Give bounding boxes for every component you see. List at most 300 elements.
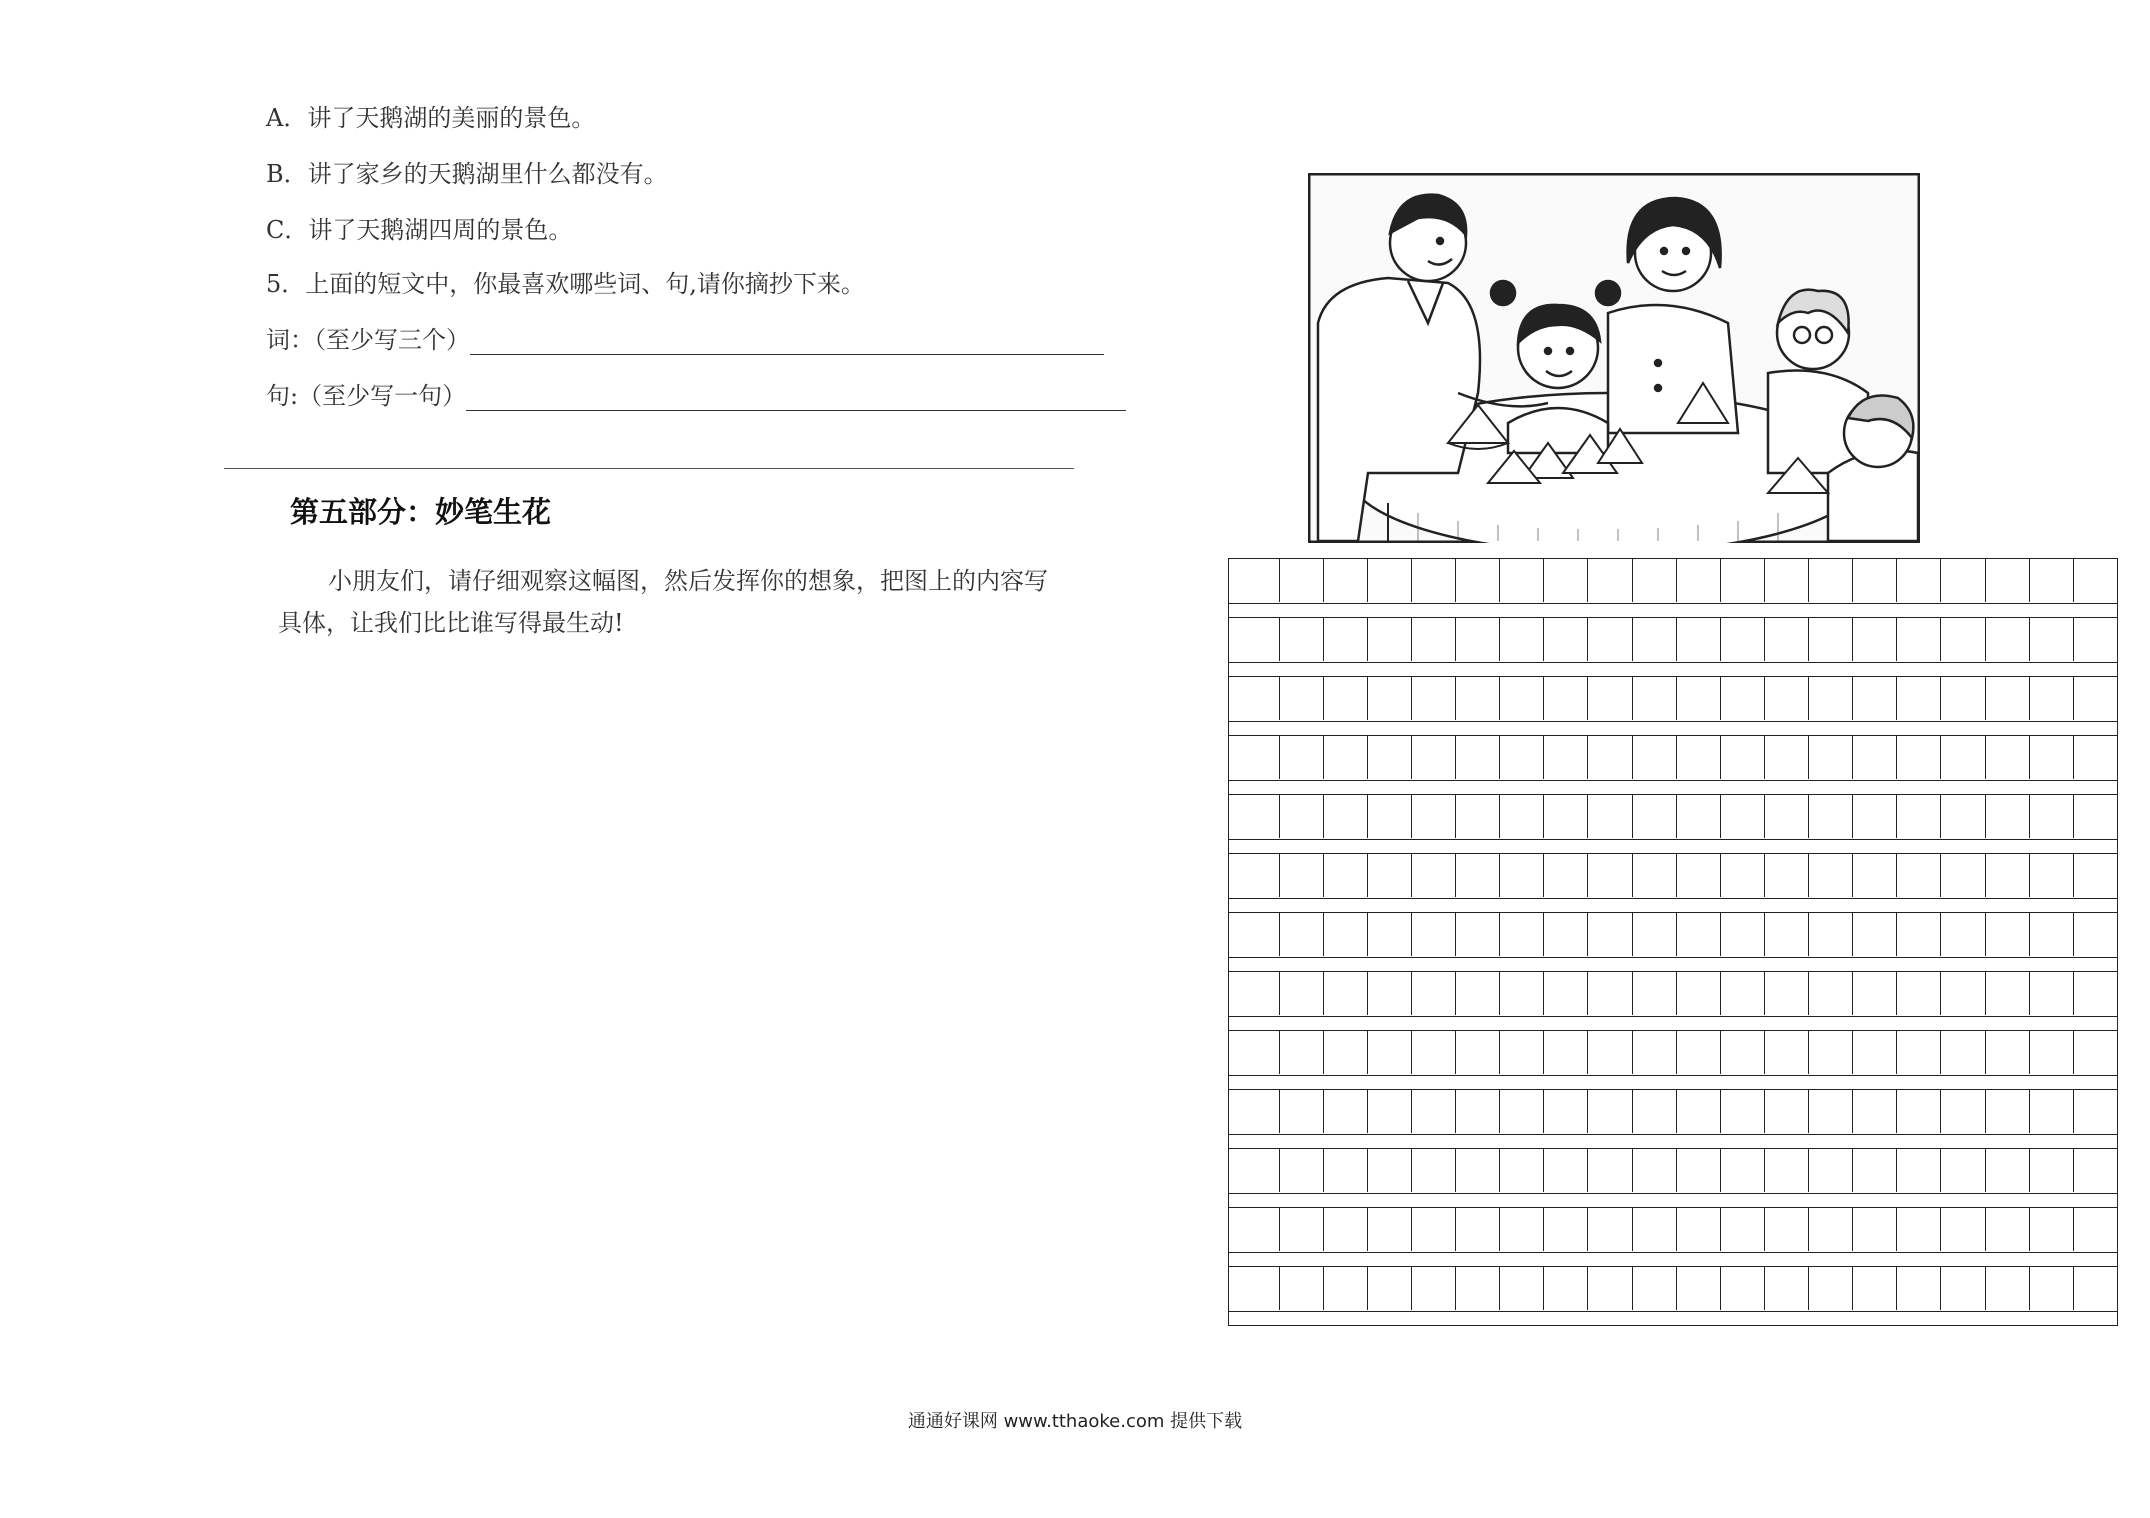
grid-cell[interactable] (2030, 736, 2074, 779)
grid-cell[interactable] (1853, 1090, 1897, 1133)
grid-cell[interactable] (1677, 913, 1721, 956)
grid-cell[interactable] (1721, 677, 1765, 720)
grid-cell[interactable] (1412, 854, 1456, 897)
grid-cell[interactable] (1721, 913, 1765, 956)
grid-cell[interactable] (1368, 1090, 1412, 1133)
grid-bottom-border (1228, 1325, 2118, 1326)
grid-cell[interactable] (1677, 1208, 1721, 1251)
grid-cell[interactable] (1500, 1031, 1544, 1074)
grid-cell[interactable] (1456, 1208, 1500, 1251)
grid-cell[interactable] (1412, 618, 1456, 661)
grid-cell[interactable] (1765, 1090, 1809, 1133)
grid-cell[interactable] (1853, 618, 1897, 661)
grid-cell[interactable] (1941, 1149, 1985, 1192)
grid-cell[interactable] (1633, 972, 1677, 1015)
grid-cell[interactable] (1456, 559, 1500, 602)
grid-cell[interactable] (1765, 1031, 1809, 1074)
grid-cell[interactable] (1897, 1149, 1941, 1192)
grid-cell[interactable] (1500, 1090, 1544, 1133)
grid-cell[interactable] (1368, 1031, 1412, 1074)
grid-cell[interactable] (1765, 854, 1809, 897)
grid-cell[interactable] (1229, 854, 1280, 897)
grid-cell[interactable] (2074, 972, 2117, 1015)
grid-cell[interactable] (1412, 1208, 1456, 1251)
grid-cell[interactable] (1229, 795, 1280, 838)
grid-cell[interactable] (1633, 913, 1677, 956)
grid-cell[interactable] (1853, 913, 1897, 956)
grid-cell[interactable] (1941, 559, 1985, 602)
grid-cell[interactable] (2074, 1031, 2117, 1074)
grid-cell[interactable] (1280, 618, 1324, 661)
grid-cell[interactable] (1941, 736, 1985, 779)
grid-row (1228, 853, 2118, 898)
grid-cell[interactable] (2074, 854, 2117, 897)
grid-cell[interactable] (1809, 913, 1853, 956)
grid-cell[interactable] (1544, 1031, 1588, 1074)
grid-cell[interactable] (1677, 618, 1721, 661)
grid-cell[interactable] (1941, 1267, 1985, 1310)
grid-cell[interactable] (1897, 1090, 1941, 1133)
grid-cell[interactable] (1765, 972, 1809, 1015)
grid-cell[interactable] (1324, 913, 1368, 956)
grid-cell[interactable] (1280, 1031, 1324, 1074)
grid-cell[interactable] (1633, 1149, 1677, 1192)
grid-cell[interactable] (1456, 736, 1500, 779)
grid-cell[interactable] (1765, 618, 1809, 661)
grid-cell[interactable] (1897, 1208, 1941, 1251)
grid-cell[interactable] (1721, 972, 1765, 1015)
grid-cell[interactable] (1677, 559, 1721, 602)
grid-cell[interactable] (1412, 795, 1456, 838)
word-blank[interactable] (470, 328, 1104, 355)
grid-cell[interactable] (1324, 795, 1368, 838)
grid-cell[interactable] (1229, 1208, 1280, 1251)
grid-cell[interactable] (1986, 972, 2030, 1015)
grid-cell[interactable] (1544, 618, 1588, 661)
grid-cell[interactable] (1456, 677, 1500, 720)
grid-cell[interactable] (2030, 677, 2074, 720)
grid-cell[interactable] (1765, 736, 1809, 779)
grid-cell[interactable] (1588, 618, 1632, 661)
grid-cell[interactable] (1809, 677, 1853, 720)
grid-cell[interactable] (1588, 913, 1632, 956)
grid-cell[interactable] (2074, 618, 2117, 661)
grid-cell[interactable] (1897, 854, 1941, 897)
grid-cell[interactable] (1986, 559, 2030, 602)
sentence-blank[interactable] (466, 384, 1126, 411)
grid-cell[interactable] (1809, 618, 1853, 661)
grid-row-gap (1228, 839, 2118, 853)
grid-cell[interactable] (1229, 736, 1280, 779)
grid-cell[interactable] (1677, 795, 1721, 838)
grid-cell[interactable] (1809, 1149, 1853, 1192)
grid-cell[interactable] (1368, 736, 1412, 779)
grid-row (1228, 794, 2118, 839)
grid-cell[interactable] (2030, 913, 2074, 956)
grid-cell[interactable] (1941, 972, 1985, 1015)
grid-cell[interactable] (1412, 1267, 1456, 1310)
option-a: A．讲了天鹅湖的美丽的景色。 (266, 104, 596, 132)
grid-cell[interactable] (2074, 736, 2117, 779)
question-5: 5．上面的短文中，你最喜欢哪些词、句,请你摘抄下来。 (266, 270, 865, 298)
grid-cell[interactable] (1544, 559, 1588, 602)
grid-cell[interactable] (1986, 1208, 2030, 1251)
grid-cell[interactable] (1677, 1149, 1721, 1192)
grid-cell[interactable] (1809, 1031, 1853, 1074)
grid-cell[interactable] (1633, 1090, 1677, 1133)
footer-credit: 通通好课网 www.tthaoke.com 提供下载 (907, 1411, 1243, 1432)
grid-cell[interactable] (1456, 1090, 1500, 1133)
grid-cell[interactable] (1280, 1267, 1324, 1310)
grid-cell[interactable] (1280, 1090, 1324, 1133)
grid-cell[interactable] (1588, 1267, 1632, 1310)
grid-cell[interactable] (1897, 559, 1941, 602)
grid-cell[interactable] (2030, 1267, 2074, 1310)
grid-cell[interactable] (1765, 795, 1809, 838)
grid-cell[interactable] (1986, 618, 2030, 661)
grid-cell[interactable] (1412, 1031, 1456, 1074)
grid-cell[interactable] (1897, 736, 1941, 779)
grid-cell[interactable] (1280, 736, 1324, 779)
grid-cell[interactable] (1280, 913, 1324, 956)
grid-cell[interactable] (2030, 854, 2074, 897)
grid-cell[interactable] (1941, 795, 1985, 838)
sentence-prompt: 句:（至少写一句） (266, 382, 467, 410)
grid-row (1228, 617, 2118, 662)
grid-cell[interactable] (1809, 795, 1853, 838)
grid-cell[interactable] (2074, 1090, 2117, 1133)
grid-cell[interactable] (1280, 1149, 1324, 1192)
grid-cell[interactable] (2074, 1149, 2117, 1192)
grid-cell[interactable] (1229, 1149, 1280, 1192)
grid-cell[interactable] (1368, 677, 1412, 720)
grid-cell[interactable] (1633, 559, 1677, 602)
grid-cell[interactable] (1544, 854, 1588, 897)
grid-cell[interactable] (1368, 1149, 1412, 1192)
instruction-text: 小朋友们，请仔细观察这幅图，然后发挥你的想象，把图上的内容写具体，让我们比比谁写得最生动! (278, 567, 1048, 637)
grid-cell[interactable] (1229, 913, 1280, 956)
grid-cell[interactable] (2030, 1208, 2074, 1251)
grid-row-gap (1228, 780, 2118, 794)
grid-cell[interactable] (1721, 1031, 1765, 1074)
grid-cell[interactable] (2074, 677, 2117, 720)
grid-cell[interactable] (1544, 1267, 1588, 1310)
grid-cell[interactable] (1633, 795, 1677, 838)
grid-cell[interactable] (1324, 1208, 1368, 1251)
grid-row-gap (1228, 1134, 2118, 1148)
grid-cell[interactable] (1765, 1149, 1809, 1192)
grid-cell[interactable] (1721, 618, 1765, 661)
grid-cell[interactable] (1986, 1149, 2030, 1192)
grid-cell[interactable] (1500, 736, 1544, 779)
grid-cell[interactable] (1765, 677, 1809, 720)
grid-cell[interactable] (1280, 854, 1324, 897)
grid-cell[interactable] (1897, 1031, 1941, 1074)
grid-row (1228, 971, 2118, 1016)
grid-row-gap (1228, 721, 2118, 735)
grid-cell[interactable] (1280, 677, 1324, 720)
grid-cell[interactable] (1412, 1149, 1456, 1192)
grid-cell[interactable] (1368, 559, 1412, 602)
grid-cell[interactable] (1941, 913, 1985, 956)
grid-cell[interactable] (1897, 795, 1941, 838)
grid-row-gap (1228, 898, 2118, 912)
grid-cell[interactable] (1544, 913, 1588, 956)
grid-cell[interactable] (1765, 1267, 1809, 1310)
grid-cell[interactable] (1412, 1090, 1456, 1133)
grid-cell[interactable] (2074, 913, 2117, 956)
grid-cell[interactable] (1280, 795, 1324, 838)
grid-row (1228, 1207, 2118, 1252)
grid-cell[interactable] (2030, 1031, 2074, 1074)
grid-cell[interactable] (1986, 1031, 2030, 1074)
grid-cell[interactable] (2030, 1149, 2074, 1192)
grid-cell[interactable] (1941, 1090, 1985, 1133)
grid-cell[interactable] (1456, 913, 1500, 956)
grid-cell[interactable] (2074, 1208, 2117, 1251)
grid-cell[interactable] (1986, 795, 2030, 838)
grid-cell[interactable] (1500, 618, 1544, 661)
grid-cell[interactable] (1721, 795, 1765, 838)
grid-row (1228, 558, 2118, 603)
grid-cell[interactable] (1853, 972, 1897, 1015)
grid-cell[interactable] (1897, 913, 1941, 956)
grid-cell[interactable] (1941, 854, 1985, 897)
grid-cell[interactable] (1456, 1267, 1500, 1310)
option-c: C．讲了天鹅湖四周的景色。 (266, 216, 573, 244)
grid-cell[interactable] (1324, 972, 1368, 1015)
grid-cell[interactable] (1765, 559, 1809, 602)
grid-cell[interactable] (1324, 1090, 1368, 1133)
section-divider (224, 468, 1074, 469)
grid-cell[interactable] (1633, 1267, 1677, 1310)
grid-cell[interactable] (1588, 1090, 1632, 1133)
word-answer-line (266, 320, 1104, 355)
sentence-answer-line (266, 376, 1126, 411)
grid-cell[interactable] (1280, 1208, 1324, 1251)
grid-cell[interactable] (2074, 559, 2117, 602)
grid-cell[interactable] (1986, 854, 2030, 897)
grid-cell[interactable] (1500, 1267, 1544, 1310)
grid-cell[interactable] (1853, 854, 1897, 897)
grid-cell[interactable] (1229, 677, 1280, 720)
grid-cell[interactable] (1853, 1031, 1897, 1074)
grid-cell[interactable] (1853, 795, 1897, 838)
grid-cell[interactable] (2030, 618, 2074, 661)
grid-cell[interactable] (1229, 559, 1280, 602)
grid-row-gap (1228, 1252, 2118, 1266)
grid-cell[interactable] (2074, 1267, 2117, 1310)
grid-cell[interactable] (1721, 736, 1765, 779)
grid-cell[interactable] (1500, 1208, 1544, 1251)
grid-cell[interactable] (1229, 1267, 1280, 1310)
grid-cell[interactable] (1588, 972, 1632, 1015)
grid-cell[interactable] (1324, 677, 1368, 720)
grid-cell[interactable] (1280, 972, 1324, 1015)
grid-cell[interactable] (1544, 1090, 1588, 1133)
grid-cell[interactable] (1809, 736, 1853, 779)
grid-cell[interactable] (1986, 913, 2030, 956)
grid-cell[interactable] (1809, 559, 1853, 602)
grid-cell[interactable] (1500, 677, 1544, 720)
grid-cell[interactable] (1544, 972, 1588, 1015)
section-heading: 第五部分：妙笔生花 (290, 495, 552, 529)
grid-cell[interactable] (1986, 1090, 2030, 1133)
grid-cell[interactable] (1721, 559, 1765, 602)
grid-cell[interactable] (1588, 1031, 1632, 1074)
grid-cell[interactable] (1368, 795, 1412, 838)
grid-cell[interactable] (1677, 1267, 1721, 1310)
grid-cell[interactable] (1368, 1208, 1412, 1251)
grid-cell[interactable] (1412, 677, 1456, 720)
grid-cell[interactable] (1456, 1149, 1500, 1192)
family-eating-watermelon-illustration (1308, 173, 1920, 543)
grid-cell[interactable] (1456, 972, 1500, 1015)
grid-cell[interactable] (1721, 1267, 1765, 1310)
grid-cell[interactable] (1633, 736, 1677, 779)
grid-cell[interactable] (1721, 854, 1765, 897)
grid-cell[interactable] (1412, 736, 1456, 779)
grid-cell[interactable] (1544, 677, 1588, 720)
grid-cell[interactable] (1456, 795, 1500, 838)
grid-cell[interactable] (1853, 1208, 1897, 1251)
grid-row (1228, 1266, 2118, 1311)
grid-cell[interactable] (1986, 1267, 2030, 1310)
grid-cell[interactable] (2030, 559, 2074, 602)
grid-cell[interactable] (1853, 677, 1897, 720)
grid-cell[interactable] (1500, 795, 1544, 838)
word-prompt: 词：（至少写三个） (266, 326, 470, 354)
grid-cell[interactable] (1544, 1208, 1588, 1251)
option-b: B．讲了家乡的天鹅湖里什么都没有。 (266, 160, 668, 188)
grid-cell[interactable] (1809, 972, 1853, 1015)
grid-cell[interactable] (1986, 677, 2030, 720)
grid-cell[interactable] (1368, 913, 1412, 956)
grid-cell[interactable] (1588, 1208, 1632, 1251)
grid-cell[interactable] (1986, 736, 2030, 779)
grid-cell[interactable] (1368, 854, 1412, 897)
grid-cell[interactable] (1500, 854, 1544, 897)
grid-cell[interactable] (1412, 913, 1456, 956)
grid-cell[interactable] (2030, 972, 2074, 1015)
grid-row-gap (1228, 1311, 2118, 1325)
grid-cell[interactable] (1544, 1149, 1588, 1192)
grid-cell[interactable] (1324, 618, 1368, 661)
grid-cell[interactable] (1677, 854, 1721, 897)
grid-row (1228, 676, 2118, 721)
grid-row-gap (1228, 957, 2118, 971)
grid-cell[interactable] (1368, 618, 1412, 661)
grid-cell[interactable] (1721, 1208, 1765, 1251)
grid-cell[interactable] (1456, 1031, 1500, 1074)
grid-row-gap (1228, 1016, 2118, 1030)
grid-cell[interactable] (1588, 854, 1632, 897)
grid-cell[interactable] (1765, 1208, 1809, 1251)
grid-cell[interactable] (1897, 677, 1941, 720)
grid-cell[interactable] (1633, 677, 1677, 720)
grid-cell[interactable] (1324, 1031, 1368, 1074)
grid-cell[interactable] (1721, 1149, 1765, 1192)
grid-cell[interactable] (1500, 559, 1544, 602)
grid-cell[interactable] (1500, 972, 1544, 1015)
grid-cell[interactable] (1588, 677, 1632, 720)
grid-cell[interactable] (1809, 1208, 1853, 1251)
grid-cell[interactable] (1809, 854, 1853, 897)
grid-cell[interactable] (1941, 618, 1985, 661)
grid-cell[interactable] (1229, 1031, 1280, 1074)
grid-cell[interactable] (1941, 677, 1985, 720)
grid-row-gap (1228, 1075, 2118, 1089)
grid-cell[interactable] (1500, 913, 1544, 956)
grid-cell[interactable] (1633, 618, 1677, 661)
grid-cell[interactable] (1229, 972, 1280, 1015)
grid-cell[interactable] (1412, 972, 1456, 1015)
grid-cell[interactable] (1368, 1267, 1412, 1310)
grid-cell[interactable] (1721, 1090, 1765, 1133)
grid-cell[interactable] (1324, 736, 1368, 779)
grid-cell[interactable] (1633, 1208, 1677, 1251)
grid-cell[interactable] (1588, 1149, 1632, 1192)
grid-cell[interactable] (1324, 854, 1368, 897)
grid-cell[interactable] (1853, 1267, 1897, 1310)
grid-cell[interactable] (1456, 618, 1500, 661)
grid-cell[interactable] (1677, 736, 1721, 779)
grid-cell[interactable] (1677, 972, 1721, 1015)
grid-cell[interactable] (1588, 736, 1632, 779)
grid-cell[interactable] (1853, 559, 1897, 602)
grid-row-gap (1228, 603, 2118, 617)
grid-cell[interactable] (1897, 972, 1941, 1015)
grid-cell[interactable] (2030, 795, 2074, 838)
grid-cell[interactable] (1229, 618, 1280, 661)
grid-cell[interactable] (1677, 1031, 1721, 1074)
grid-cell[interactable] (1809, 1267, 1853, 1310)
grid-cell[interactable] (1368, 972, 1412, 1015)
grid-cell[interactable] (1677, 677, 1721, 720)
grid-cell[interactable] (1456, 854, 1500, 897)
grid-cell[interactable] (1280, 559, 1324, 602)
grid-cell[interactable] (1897, 1267, 1941, 1310)
grid-cell[interactable] (1588, 559, 1632, 602)
grid-cell[interactable] (2030, 1090, 2074, 1133)
grid-cell[interactable] (1588, 795, 1632, 838)
grid-cell[interactable] (1412, 559, 1456, 602)
grid-cell[interactable] (1809, 1090, 1853, 1133)
grid-cell[interactable] (1677, 1090, 1721, 1133)
grid-cell[interactable] (1897, 618, 1941, 661)
grid-cell[interactable] (1853, 1149, 1897, 1192)
grid-row (1228, 1030, 2118, 1075)
grid-cell[interactable] (1229, 1090, 1280, 1133)
grid-cell[interactable] (1941, 1208, 1985, 1251)
grid-cell[interactable] (2074, 795, 2117, 838)
grid-row-gap (1228, 662, 2118, 676)
grid-cell[interactable] (1324, 1149, 1368, 1192)
grid-cell[interactable] (1544, 795, 1588, 838)
grid-cell[interactable] (1500, 1149, 1544, 1192)
grid-cell[interactable] (1633, 1031, 1677, 1074)
grid-cell[interactable] (1853, 736, 1897, 779)
grid-cell[interactable] (1765, 913, 1809, 956)
grid-row (1228, 912, 2118, 957)
grid-cell[interactable] (1544, 736, 1588, 779)
writing-grid (1228, 558, 2118, 1326)
grid-cell[interactable] (1633, 854, 1677, 897)
grid-cell[interactable] (1941, 1031, 1985, 1074)
grid-row (1228, 1148, 2118, 1193)
grid-cell[interactable] (1324, 1267, 1368, 1310)
grid-cell[interactable] (1324, 559, 1368, 602)
